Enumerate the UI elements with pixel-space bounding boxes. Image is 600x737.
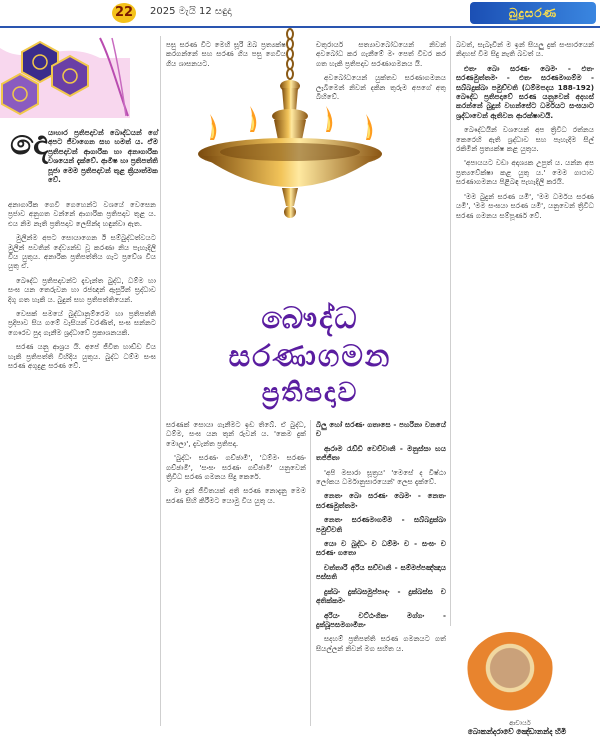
paragraph: අනාගාරික ගෙවී ගෙහෙන්ට වශයේ වෙසෙන ප්‍රජාව අනුගත වන්නේ ආගාරික ප්‍රතිපදාව තුළ ය. එය නිම නැති ප්‍රතිපදාව ලෙසින්ද හඳුන්වා ඇත. [8, 200, 156, 228]
decorative-hexagon-icon [0, 28, 130, 118]
paragraph: චතුරාර්ය සත්‍යාවබෝධයෙන් නිවන් අවබෝධ කර ගැනීමේ මං පෙත් විවර කර ගත හැකි ප්‍රතිපදාව සරණාගමනය යි. [316, 40, 446, 68]
paragraph: 'මම බුදුන් සරණ යමි', 'මම ධර්මය සරණ යමි', 'මම සංඝයා සරණ යමි', යනුවෙන් ත්‍රිවිධ සරණ ගමනය සම්පූර්ණ වේ. [456, 191, 594, 220]
paragraph: 'බුද්ධං සරණං ගච්ඡාමි', 'ධම්මං සරණං ගච්ඡාමි', 'සංඝං සරණං ගච්ඡාමි' යනුවෙන් ත්‍රිවිධ සරණ ගමනය සිදු කෙරේ. [166, 453, 306, 482]
article-title [180, 300, 440, 408]
article-column-2-top [166, 40, 286, 73]
paragraph: මා දුන් ජීවිතයක් අති සරණ නොදැනු මෙම සරණ සිහි කිරීමට යොමු විය යුතු ය. [166, 486, 306, 505]
dropcap: දෙ [10, 123, 49, 163]
paragraph: සරණ යනු ආශ්‍රය යි. අපේ ජීවිත හාඩ්ඩ විය හැකි ප්‍රතිපත්ති විහිදිය යුතුය. බුද්ධ ධම්ම සංඝ සරණ අගුදුළ සරණ වේ. [8, 342, 156, 371]
decorative-motif [0, 28, 130, 118]
verse-line: අරියං චට්ඨංගිකං මග්ගං - දුක්ඛූපසමගාමිනං [316, 610, 446, 629]
paragraph: බෞද්ධ ප්‍රතිපදාවන්ට දැවැන්ත බුද්ධ, ධම්ම හා සංඝ යන තෙරුවන හා රජඥන් ඇසුරින් ස්‍රද්ධාව දිගු ගත හැකි ය. බුදුන් සහ ප්‍රතිපත්තියෙන්. [8, 275, 156, 304]
article-column-3-lower [316, 420, 446, 658]
avatar [465, 632, 555, 722]
paragraph: 'අපායයට වඩා අදෘශ්‍යක උපුත් ය. යන්න අප ප්‍රත්‍යවේක්ෂා කළ යුතු ය.' මෙම ගාථාව සරණාගමනය පිළිබඳ පැහැදිලි කරයි. [456, 158, 594, 187]
paragraph: වෙසක් සමයේ බුද්ධානුම්ර‍ෙම හා ප්‍රතිපත්ති ප්‍රදිපාව සිය ගමේ වැසියන් වරණීත්, සංඝ සන්නට ගෞරව පුද ගැනීම ශ්‍රද්ධාවේ ප්‍රකාශනයකි. [8, 309, 156, 337]
paragraph: මුලින්ම අපට සොයාගෙන ඊ සම්බුද්ධත්වයට මුලින් පවතින් දේව්‍යන්ඩ වූ කරණා නිය පැහැදිලි විය යුතුය. අනාරික ප්‍රතිපත්තිය ගැට ප්‍රවේශ විය යුතු ඒ. [8, 233, 156, 271]
article-column-1 [8, 200, 156, 376]
paragraph: එතං බො සරණං ඛෙමං - එතං සරණමුත්තමං - එතං සරණමාගම්ම - සබ්බදුක්ඛා පමුච්චති (ධම්මපදය 188-192) බෞද්ධ ප්‍රතිපදාවේ සරණ යනුවෙන් අදහස් කරන්නේ බුදුන් වහන්සේට ධර්මයට සංඝයාට ශ්‍රද්ධාවෙන් ඇතිවන ආරක්ෂාවයි. [456, 63, 594, 120]
article-column-3 [316, 40, 446, 106]
column-divider [160, 36, 161, 726]
title-line-2: ප්‍රතිපදාව [261, 378, 359, 408]
paragraph: සදහම් ප්‍රතිපත්ති සරණ ගමනයට ගත් සියල්ලන් නිවන් මග සහිත ය. [316, 634, 446, 653]
verse-line: ආරාම රැඩ්ඩි වෙච්චානි - මනුස්සා භය තජ්ජිතා [316, 443, 446, 463]
verse-line: යො ච බුද්ධං ච ධම්මං ච - සංඝං ච සරණං ගතො [316, 539, 446, 558]
paragraph: සරණක් සොයා ගැනීමට ඉඩ තිබේ. ඒ බුද්ධ, ධම්ම, සංඝ යන තුන් රුවන් ය. 'කෙම දුක් මොලා', දැවැන්ත ප්‍රතිපදා. [166, 420, 306, 448]
verse-line: බිලු හෝ සරණං ගතාසෙ - පහරිනා වනයේ ච [316, 420, 446, 439]
page-header [0, 0, 600, 26]
masthead-logo: බුදුසරණ [470, 2, 596, 24]
verse-line: චත්තාරි අරිය සච්චානි - සම්මප්පඤ්ඤාය පස්සති [316, 562, 446, 582]
paragraph: බෞද්ධයින් වශයෙන් අප ත්‍රිවිධ රත්නය කෙරෙහි ඇති ශ්‍රද්ධාව සහ පැහැදීම සිල් රකිමින් ප්‍රත්‍යක්ෂ කළ යුතුය. [456, 125, 594, 154]
column-divider [450, 36, 451, 626]
intro-text: යාහාර ප්‍රතිපදාවන් බොද්ධයන් ගේ අපට ජීවාගෙන සහ හමත් ය. ඒම ප්‍රතිපදාවන් ආගාරික හා අනාගාරික වශයෙන් දැක්වේ. ආමිෂ හා ප්‍රතිපත්ති පූජා මෙම ප්‍රතිපදාවන් තුළ ක්‍රියාත්මක වේ. [48, 128, 158, 185]
issue-date: 2025 මැයි 12 සඳුදා [150, 6, 232, 17]
author-name: බොකන්දරාවේ ඤේඩානන්ද හිමි [467, 727, 567, 736]
page-number: 22 [112, 3, 136, 23]
verse-line: නෙතං සරණමාගම්ම - සබ්බදුක්ඛා පමුච්චති [316, 515, 446, 534]
article-column-2 [166, 420, 306, 510]
intro-paragraph [48, 128, 158, 184]
paragraph: අවබෝධයෙන් යුක්තව සරණාගමනය ලැබීමෙන් නිවන් දකින තුරුම අපගේ අතු බිහිවේ. [316, 73, 446, 102]
paragraph: 'අපි මසාරා සූත්‍රය' 'මෙසේ ද විෂ්ඨා ලෝකය ධර්මානුසාරයෙන්' ලෙස දැක්වේ. [316, 467, 446, 487]
paragraph: පසු සරණ විට මෙහි සූරි ඔබ ප්‍රත්‍යක්ෂ කරගන්නේ සහ සරණ ගිය පසු ගෙවිය ගිය ශාසනයට. [166, 40, 286, 68]
verse-line: නෙතං බො සරණං ඛෙමං - නෙතං සරණමුත්තමං [316, 491, 446, 510]
article-column-4 [456, 40, 594, 225]
verse-line: දුක්ඛං දුක්ඛසමුප්පාදං - දුක්ඛස්ස ච අතික්කමං [316, 586, 446, 606]
paragraph: බවත්, සැබෑවින් ම ඉන් සියලු දුක් සංසාරයෙන් නිදහස් වීම සිදු නැති බවත් ය. [456, 40, 594, 59]
column-divider [310, 420, 311, 726]
title-line-1: බෞද්ධ සරණාගමන [228, 301, 392, 374]
author-photo [455, 632, 573, 722]
author-role: ආචාර්ය [509, 719, 531, 727]
